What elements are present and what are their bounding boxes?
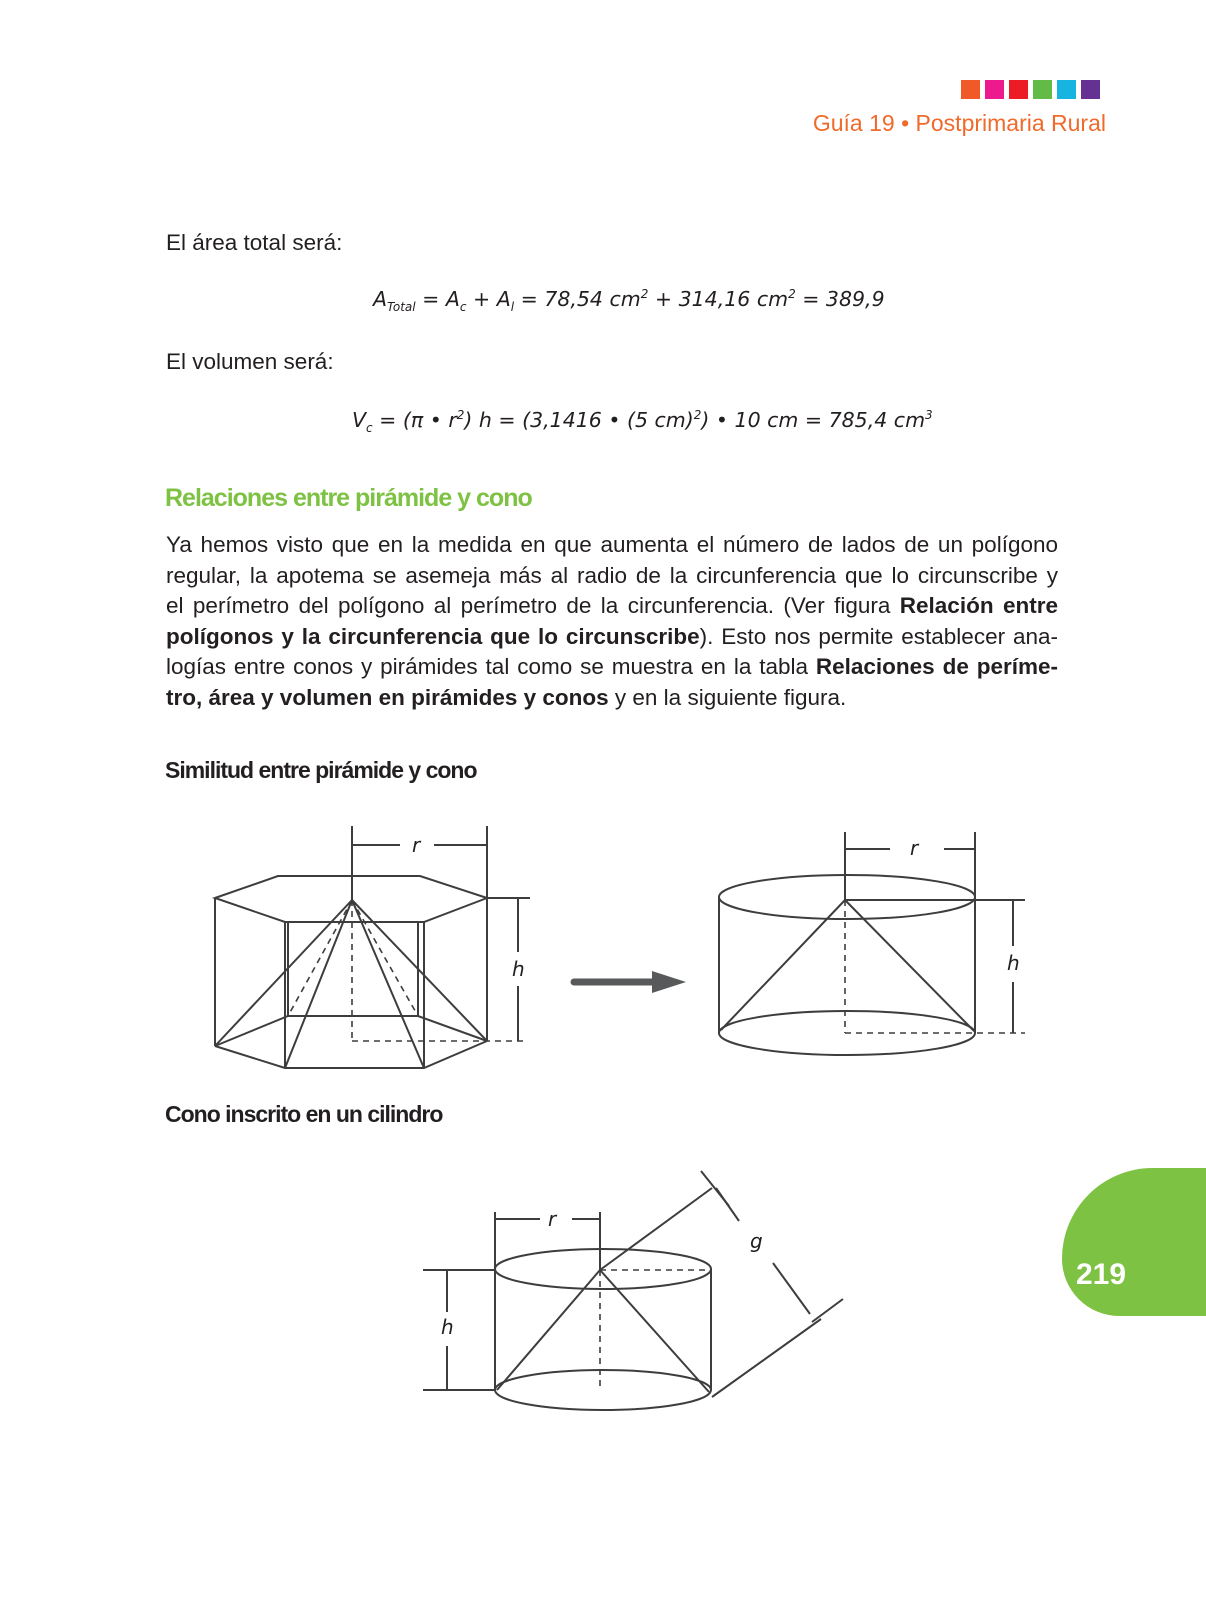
right-radius-label: r (910, 836, 919, 860)
guide-label: Guía 19 (812, 110, 895, 136)
hexagonal-prism (215, 876, 487, 1068)
right-height-label: h (1007, 951, 1020, 975)
figure-title-inscribed: Cono inscrito en un cilindro (165, 1101, 443, 1127)
slant-height-label: g (750, 1229, 763, 1253)
cylinder-height-label: h (441, 1315, 454, 1339)
inscribed-cone-cylinder (423, 1171, 843, 1410)
section-title: Relaciones entre pirámide y cono (165, 484, 532, 512)
paragraph-line: tro, área y volumen en pirámides y conos y en la siguiente figura. (166, 684, 847, 710)
figure-title-similarity: Similitud entre pirámide y cono (165, 757, 477, 783)
cylinder-radius-label: r (548, 1207, 557, 1231)
page-number: 219 (1076, 1258, 1127, 1291)
area-intro: El área total será: (166, 230, 343, 255)
paragraph-line: logías entre conos y pirámides tal como se muestra en la tabla Relaciones de períme- (166, 654, 1058, 679)
cylinder-with-cone (719, 832, 1025, 1055)
area-formula: $A_{Total} = A_c + A_l = 78,54$ $cm^2 + 314,16$ $cm^2 = 389,9$ (373, 287, 885, 315)
program-name: Postprimaria Rural (915, 110, 1106, 136)
paragraph-line: Ya hemos visto que en la medida en que aumenta el número de lados de un polígono (166, 532, 1058, 557)
volume-formula: $V_c = (\pi$ • $r^2$) h = (3,1416 • (5 cm)$^2$) • 10 cm = 785,4 $cm^3$ (352, 408, 933, 436)
left-height-label: h (512, 957, 525, 981)
volume-intro: El volumen será: (166, 349, 334, 374)
paragraph-line: polígonos y la circunferencia que lo circunscribe). Esto nos permite establecer ana- (166, 623, 1058, 649)
paragraph-line: el perímetro del polígono al perímetro de la circunferencia. (Ver figura Relación entre (166, 593, 1058, 618)
paragraph-line: regular, la apotema se asemeja más al radio de la circunferencia que lo circunscribe y (166, 562, 1058, 588)
transform-arrow (574, 971, 686, 993)
left-radius-label: r (412, 833, 421, 857)
header-bullet: • (901, 110, 910, 136)
